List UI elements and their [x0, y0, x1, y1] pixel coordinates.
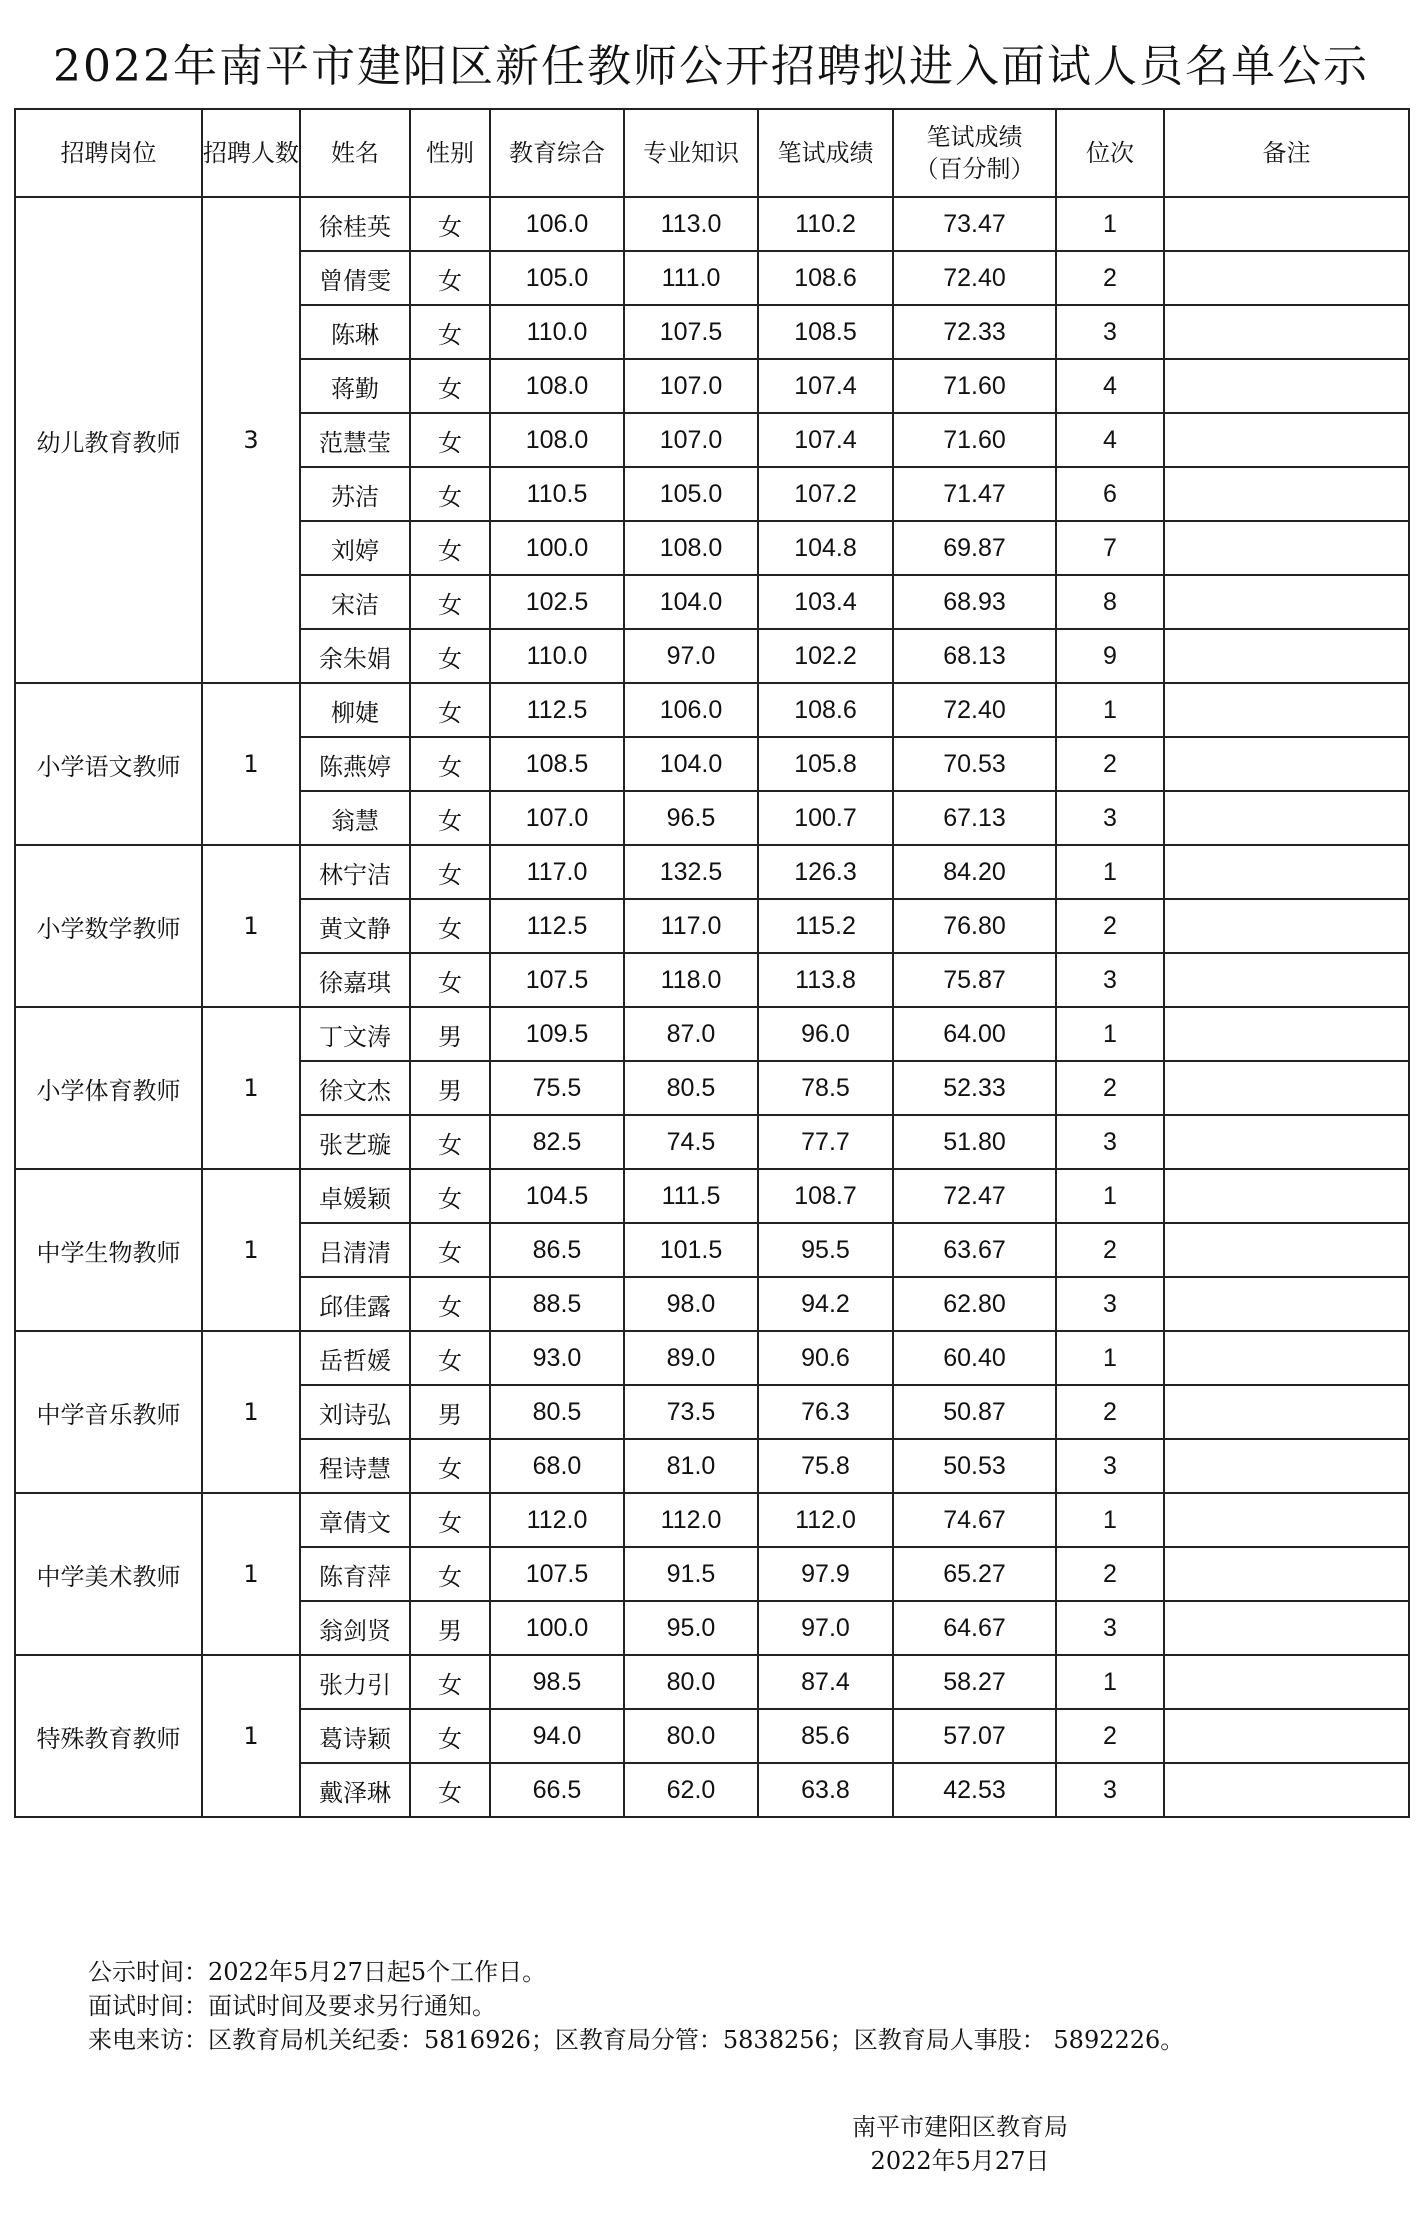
cell-percent-score: 57.07 — [893, 1709, 1056, 1763]
cell-written-score: 63.8 — [758, 1763, 893, 1817]
cell-name: 陈琳 — [300, 305, 410, 359]
cell-edu-score: 75.5 — [490, 1061, 624, 1115]
cell-edu-score: 108.0 — [490, 413, 624, 467]
contact-info: 来电来访：区教育局机关纪委：5816926；区教育局分管：5838256；区教育局人事股： 5892226。 — [88, 2026, 1185, 2054]
cell-name: 曾倩雯 — [300, 251, 410, 305]
cell-name: 徐嘉琪 — [300, 953, 410, 1007]
cell-rank: 9 — [1056, 629, 1164, 683]
cell-note — [1164, 1439, 1409, 1493]
cell-percent-score: 51.80 — [893, 1115, 1056, 1169]
cell-prof-score: 104.0 — [624, 575, 758, 629]
cell-rank: 2 — [1056, 251, 1164, 305]
cell-prof-score: 81.0 — [624, 1439, 758, 1493]
cell-prof-score: 73.5 — [624, 1385, 758, 1439]
cell-prof-score: 104.0 — [624, 737, 758, 791]
cell-gender: 女 — [410, 1277, 490, 1331]
cell-note — [1164, 1223, 1409, 1277]
cell-prof-score: 107.0 — [624, 413, 758, 467]
cell-edu-score: 86.5 — [490, 1223, 624, 1277]
table-row — [15, 1655, 1409, 1709]
cell-note — [1164, 251, 1409, 305]
cell-gender: 女 — [410, 1331, 490, 1385]
cell-edu-score: 110.0 — [490, 305, 624, 359]
cell-prof-score: 107.5 — [624, 305, 758, 359]
header-note: 备注 — [1164, 109, 1409, 197]
cell-count: 1 — [202, 1169, 300, 1331]
cell-name: 余朱娟 — [300, 629, 410, 683]
cell-gender: 女 — [410, 197, 490, 251]
cell-rank: 6 — [1056, 467, 1164, 521]
cell-name: 柳婕 — [300, 683, 410, 737]
cell-note — [1164, 1385, 1409, 1439]
cell-prof-score: 117.0 — [624, 899, 758, 953]
cell-edu-score: 112.5 — [490, 683, 624, 737]
cell-name: 徐文杰 — [300, 1061, 410, 1115]
header-gender: 性别 — [410, 109, 490, 197]
cell-note — [1164, 683, 1409, 737]
cell-name: 林宁洁 — [300, 845, 410, 899]
cell-post: 小学数学教师 — [15, 845, 202, 1007]
cell-prof-score: 98.0 — [624, 1277, 758, 1331]
cell-percent-score: 58.27 — [893, 1655, 1056, 1709]
cell-note — [1164, 1115, 1409, 1169]
cell-written-score: 100.7 — [758, 791, 893, 845]
cell-prof-score: 106.0 — [624, 683, 758, 737]
cell-percent-score: 67.13 — [893, 791, 1056, 845]
interview-notice: 面试时间：面试时间及要求另行通知。 — [88, 1992, 496, 2020]
cell-percent-score: 69.87 — [893, 521, 1056, 575]
cell-name: 卓媛颖 — [300, 1169, 410, 1223]
cell-note — [1164, 1601, 1409, 1655]
cell-note — [1164, 1493, 1409, 1547]
cell-count: 1 — [202, 1331, 300, 1493]
cell-rank: 1 — [1056, 683, 1164, 737]
cell-written-score: 95.5 — [758, 1223, 893, 1277]
cell-percent-score: 71.47 — [893, 467, 1056, 521]
cell-edu-score: 112.0 — [490, 1493, 624, 1547]
cell-percent-score: 72.33 — [893, 305, 1056, 359]
cell-gender: 女 — [410, 359, 490, 413]
cell-note — [1164, 1061, 1409, 1115]
cell-prof-score: 118.0 — [624, 953, 758, 1007]
cell-name: 戴泽琳 — [300, 1763, 410, 1817]
cell-edu-score: 106.0 — [490, 197, 624, 251]
cell-edu-score: 94.0 — [490, 1709, 624, 1763]
table-body — [15, 197, 1409, 1817]
cell-note — [1164, 1007, 1409, 1061]
cell-gender: 女 — [410, 629, 490, 683]
cell-edu-score: 68.0 — [490, 1439, 624, 1493]
cell-rank: 7 — [1056, 521, 1164, 575]
cell-rank: 4 — [1056, 413, 1164, 467]
cell-gender: 女 — [410, 1223, 490, 1277]
cell-prof-score: 108.0 — [624, 521, 758, 575]
cell-rank: 2 — [1056, 1709, 1164, 1763]
cell-prof-score: 80.0 — [624, 1709, 758, 1763]
cell-prof-score: 97.0 — [624, 629, 758, 683]
cell-prof-score: 111.0 — [624, 251, 758, 305]
cell-gender: 女 — [410, 575, 490, 629]
cell-name: 陈燕婷 — [300, 737, 410, 791]
cell-percent-score: 84.20 — [893, 845, 1056, 899]
cell-note — [1164, 1331, 1409, 1385]
cell-name: 章倩文 — [300, 1493, 410, 1547]
cell-edu-score: 102.5 — [490, 575, 624, 629]
cell-percent-score: 72.40 — [893, 251, 1056, 305]
cell-note — [1164, 1169, 1409, 1223]
cell-edu-score: 109.5 — [490, 1007, 624, 1061]
cell-rank: 8 — [1056, 575, 1164, 629]
cell-gender: 女 — [410, 1493, 490, 1547]
header-count: 招聘人数 — [202, 109, 300, 197]
header-name: 姓名 — [300, 109, 410, 197]
header-edu-score: 教育综合 — [490, 109, 624, 197]
cell-written-score: 115.2 — [758, 899, 893, 953]
cell-percent-score: 62.80 — [893, 1277, 1056, 1331]
table-row — [15, 845, 1409, 899]
header-percent-score: 笔试成绩 （百分制） — [893, 109, 1056, 197]
header-post: 招聘岗位 — [15, 109, 202, 197]
cell-written-score: 90.6 — [758, 1331, 893, 1385]
cell-written-score: 94.2 — [758, 1277, 893, 1331]
cell-name: 苏洁 — [300, 467, 410, 521]
cell-post: 中学音乐教师 — [15, 1331, 202, 1493]
cell-note — [1164, 953, 1409, 1007]
cell-note — [1164, 521, 1409, 575]
cell-name: 翁慧 — [300, 791, 410, 845]
cell-name: 程诗慧 — [300, 1439, 410, 1493]
cell-rank: 3 — [1056, 791, 1164, 845]
cell-note — [1164, 899, 1409, 953]
cell-post: 中学美术教师 — [15, 1493, 202, 1655]
notice-notes — [88, 1955, 1408, 2057]
cell-name: 翁剑贤 — [300, 1601, 410, 1655]
cell-gender: 女 — [410, 1763, 490, 1817]
cell-percent-score: 74.67 — [893, 1493, 1056, 1547]
cell-percent-score: 52.33 — [893, 1061, 1056, 1115]
cell-note — [1164, 845, 1409, 899]
cell-rank: 2 — [1056, 737, 1164, 791]
cell-note — [1164, 359, 1409, 413]
cell-edu-score: 104.5 — [490, 1169, 624, 1223]
cell-name: 陈育萍 — [300, 1547, 410, 1601]
cell-gender: 女 — [410, 413, 490, 467]
table-row — [15, 1493, 1409, 1547]
cell-name: 葛诗颖 — [300, 1709, 410, 1763]
cell-percent-score: 70.53 — [893, 737, 1056, 791]
cell-written-score: 75.8 — [758, 1439, 893, 1493]
table-row — [15, 1331, 1409, 1385]
cell-written-score: 97.0 — [758, 1601, 893, 1655]
cell-written-score: 108.6 — [758, 251, 893, 305]
cell-note — [1164, 467, 1409, 521]
cell-gender: 女 — [410, 467, 490, 521]
cell-count: 1 — [202, 683, 300, 845]
cell-prof-score: 105.0 — [624, 467, 758, 521]
cell-edu-score: 108.0 — [490, 359, 624, 413]
cell-edu-score: 117.0 — [490, 845, 624, 899]
cell-prof-score: 95.0 — [624, 1601, 758, 1655]
cell-written-score: 108.7 — [758, 1169, 893, 1223]
cell-rank: 1 — [1056, 1007, 1164, 1061]
cell-written-score: 113.8 — [758, 953, 893, 1007]
cell-prof-score: 112.0 — [624, 1493, 758, 1547]
cell-edu-score: 98.5 — [490, 1655, 624, 1709]
cell-gender: 女 — [410, 737, 490, 791]
cell-rank: 3 — [1056, 1601, 1164, 1655]
cell-name: 刘婷 — [300, 521, 410, 575]
cell-name: 张力引 — [300, 1655, 410, 1709]
cell-percent-score: 63.67 — [893, 1223, 1056, 1277]
cell-written-score: 103.4 — [758, 575, 893, 629]
cell-prof-score: 113.0 — [624, 197, 758, 251]
cell-note — [1164, 197, 1409, 251]
cell-count: 1 — [202, 1007, 300, 1169]
cell-note — [1164, 1763, 1409, 1817]
cell-note — [1164, 575, 1409, 629]
cell-gender: 女 — [410, 1709, 490, 1763]
cell-percent-score: 76.80 — [893, 899, 1056, 953]
cell-edu-score: 110.5 — [490, 467, 624, 521]
cell-post: 中学生物教师 — [15, 1169, 202, 1331]
cell-percent-score: 68.93 — [893, 575, 1056, 629]
cell-gender: 女 — [410, 1547, 490, 1601]
cell-percent-score: 75.87 — [893, 953, 1056, 1007]
cell-name: 丁文涛 — [300, 1007, 410, 1061]
cell-written-score: 96.0 — [758, 1007, 893, 1061]
cell-written-score: 107.4 — [758, 413, 893, 467]
cell-rank: 1 — [1056, 845, 1164, 899]
cell-post: 小学体育教师 — [15, 1007, 202, 1169]
cell-edu-score: 82.5 — [490, 1115, 624, 1169]
cell-written-score: 102.2 — [758, 629, 893, 683]
document-title: 2022年南平市建阳区新任教师公开招聘拟进入面试人员名单公示 — [53, 41, 1369, 92]
cell-prof-score: 74.5 — [624, 1115, 758, 1169]
cell-rank: 2 — [1056, 1385, 1164, 1439]
cell-gender: 女 — [410, 845, 490, 899]
cell-percent-score: 60.40 — [893, 1331, 1056, 1385]
signature-block — [790, 2110, 1130, 2178]
cell-rank: 1 — [1056, 1169, 1164, 1223]
cell-rank: 1 — [1056, 1655, 1164, 1709]
cell-rank: 3 — [1056, 953, 1164, 1007]
cell-percent-score: 50.53 — [893, 1439, 1056, 1493]
cell-name: 徐桂英 — [300, 197, 410, 251]
cell-post: 特殊教育教师 — [15, 1655, 202, 1817]
table-row — [15, 1169, 1409, 1223]
issuing-org: 南平市建阳区教育局 — [852, 2113, 1068, 2141]
issue-date: 2022年5月27日 — [870, 2147, 1050, 2175]
table-row — [15, 1007, 1409, 1061]
cell-gender: 女 — [410, 791, 490, 845]
cell-prof-score: 101.5 — [624, 1223, 758, 1277]
cell-rank: 3 — [1056, 1763, 1164, 1817]
cell-count: 3 — [202, 197, 300, 683]
cell-gender: 男 — [410, 1007, 490, 1061]
cell-note — [1164, 413, 1409, 467]
cell-edu-score: 105.0 — [490, 251, 624, 305]
cell-edu-score: 112.5 — [490, 899, 624, 953]
cell-percent-score: 50.87 — [893, 1385, 1056, 1439]
cell-count: 1 — [202, 845, 300, 1007]
cell-gender: 男 — [410, 1385, 490, 1439]
cell-post: 小学语文教师 — [15, 683, 202, 845]
cell-rank: 3 — [1056, 1439, 1164, 1493]
cell-name: 岳哲媛 — [300, 1331, 410, 1385]
cell-gender: 女 — [410, 1115, 490, 1169]
cell-post: 幼儿教育教师 — [15, 197, 202, 683]
cell-name: 蒋勤 — [300, 359, 410, 413]
cell-note — [1164, 737, 1409, 791]
cell-prof-score: 111.5 — [624, 1169, 758, 1223]
cell-percent-score: 64.00 — [893, 1007, 1056, 1061]
cell-gender: 女 — [410, 1169, 490, 1223]
cell-rank: 1 — [1056, 197, 1164, 251]
cell-note — [1164, 1709, 1409, 1763]
cell-gender: 女 — [410, 521, 490, 575]
cell-edu-score: 93.0 — [490, 1331, 624, 1385]
cell-note — [1164, 305, 1409, 359]
cell-prof-score: 96.5 — [624, 791, 758, 845]
table-row — [15, 197, 1409, 251]
cell-percent-score: 65.27 — [893, 1547, 1056, 1601]
cell-rank: 3 — [1056, 305, 1164, 359]
cell-gender: 女 — [410, 1655, 490, 1709]
cell-prof-score: 91.5 — [624, 1547, 758, 1601]
cell-written-score: 85.6 — [758, 1709, 893, 1763]
cell-written-score: 112.0 — [758, 1493, 893, 1547]
cell-count: 1 — [202, 1655, 300, 1817]
cell-written-score: 104.8 — [758, 521, 893, 575]
publicity-period: 公示时间：2022年5月27日起5个工作日。 — [88, 1958, 547, 1986]
cell-percent-score: 68.13 — [893, 629, 1056, 683]
cell-written-score: 110.2 — [758, 197, 893, 251]
cell-gender: 男 — [410, 1061, 490, 1115]
cell-rank: 1 — [1056, 1493, 1164, 1547]
cell-percent-score: 72.47 — [893, 1169, 1056, 1223]
cell-written-score: 76.3 — [758, 1385, 893, 1439]
cell-gender: 女 — [410, 1439, 490, 1493]
cell-note — [1164, 791, 1409, 845]
cell-written-score: 77.7 — [758, 1115, 893, 1169]
cell-rank: 2 — [1056, 1223, 1164, 1277]
cell-rank: 2 — [1056, 1547, 1164, 1601]
cell-edu-score: 107.5 — [490, 1547, 624, 1601]
cell-percent-score: 71.60 — [893, 359, 1056, 413]
cell-prof-score: 87.0 — [624, 1007, 758, 1061]
cell-written-score: 108.5 — [758, 305, 893, 359]
cell-rank: 4 — [1056, 359, 1164, 413]
cell-prof-score: 107.0 — [624, 359, 758, 413]
cell-percent-score: 72.40 — [893, 683, 1056, 737]
cell-rank: 3 — [1056, 1115, 1164, 1169]
cell-note — [1164, 1277, 1409, 1331]
candidate-table — [14, 108, 1410, 1818]
cell-written-score: 107.2 — [758, 467, 893, 521]
cell-note — [1164, 1655, 1409, 1709]
cell-gender: 女 — [410, 251, 490, 305]
cell-edu-score: 100.0 — [490, 1601, 624, 1655]
cell-prof-score: 89.0 — [624, 1331, 758, 1385]
cell-note — [1164, 629, 1409, 683]
cell-edu-score: 107.5 — [490, 953, 624, 1007]
cell-written-score: 107.4 — [758, 359, 893, 413]
cell-percent-score: 64.67 — [893, 1601, 1056, 1655]
cell-name: 宋洁 — [300, 575, 410, 629]
cell-edu-score: 88.5 — [490, 1277, 624, 1331]
cell-written-score: 87.4 — [758, 1655, 893, 1709]
header-prof-score: 专业知识 — [624, 109, 758, 197]
cell-percent-score: 42.53 — [893, 1763, 1056, 1817]
cell-prof-score: 132.5 — [624, 845, 758, 899]
cell-edu-score: 66.5 — [490, 1763, 624, 1817]
cell-gender: 女 — [410, 953, 490, 1007]
cell-gender: 女 — [410, 305, 490, 359]
cell-name: 张艺璇 — [300, 1115, 410, 1169]
cell-edu-score: 80.5 — [490, 1385, 624, 1439]
cell-rank: 2 — [1056, 1061, 1164, 1115]
cell-prof-score: 80.5 — [624, 1061, 758, 1115]
table-row — [15, 683, 1409, 737]
cell-written-score: 78.5 — [758, 1061, 893, 1115]
cell-gender: 女 — [410, 899, 490, 953]
cell-prof-score: 80.0 — [624, 1655, 758, 1709]
cell-note — [1164, 1547, 1409, 1601]
cell-name: 吕清清 — [300, 1223, 410, 1277]
cell-edu-score: 110.0 — [490, 629, 624, 683]
cell-rank: 1 — [1056, 1331, 1164, 1385]
cell-rank: 3 — [1056, 1277, 1164, 1331]
cell-written-score: 108.6 — [758, 683, 893, 737]
cell-edu-score: 107.0 — [490, 791, 624, 845]
cell-name: 黄文静 — [300, 899, 410, 953]
cell-edu-score: 108.5 — [490, 737, 624, 791]
table-header-row — [15, 109, 1409, 197]
header-written-score: 笔试成绩 — [758, 109, 893, 197]
cell-prof-score: 62.0 — [624, 1763, 758, 1817]
cell-name: 邱佳露 — [300, 1277, 410, 1331]
cell-gender: 女 — [410, 683, 490, 737]
cell-count: 1 — [202, 1493, 300, 1655]
header-rank: 位次 — [1056, 109, 1164, 197]
cell-name: 范慧莹 — [300, 413, 410, 467]
cell-gender: 男 — [410, 1601, 490, 1655]
cell-percent-score: 73.47 — [893, 197, 1056, 251]
cell-written-score: 105.8 — [758, 737, 893, 791]
cell-percent-score: 71.60 — [893, 413, 1056, 467]
cell-name: 刘诗弘 — [300, 1385, 410, 1439]
cell-rank: 2 — [1056, 899, 1164, 953]
cell-written-score: 126.3 — [758, 845, 893, 899]
cell-written-score: 97.9 — [758, 1547, 893, 1601]
cell-edu-score: 100.0 — [490, 521, 624, 575]
